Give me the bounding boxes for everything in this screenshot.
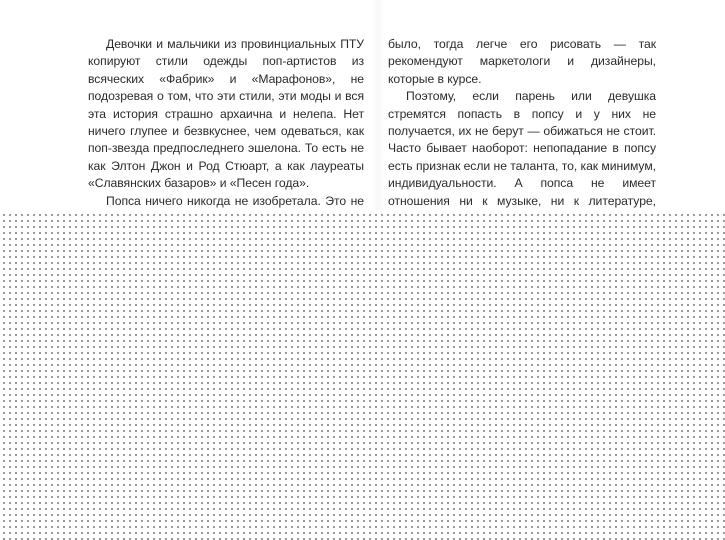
right-paragraph-2: Поэтому, если парень или девушка стремятся попасть в попсу и у них не получается, их не берут — обижаться не стоит. Часто бывает наоборот: непопадание в попсу есть признак если не таланта, то, как минимум, индивидуальности. А попса не имеет отношения ни к музыке, ни к литературе, — [388, 89, 656, 208]
dot-pattern-overlay — [0, 210, 725, 540]
right-paragraph-1: было, тогда легче его рисовать — так рекомендуют маркетологи и дизайнеры, которые в курсе. — [388, 37, 656, 86]
left-paragraph-2: Попса ничего никогда не изобретала. Это не — [106, 193, 364, 208]
left-paragraph-1: Девочки и мальчики из провинциальных ПТУ копируют стили одежды поп-артистов из всяческих «Фабрик» и «Марафонов», не подозревая о том, что эти стили, эти моды и вся эта история страшно архаична и нелепа. Нет ничего глупее и безвкуснее, чем одеваться, как поп-звезда предпоследнего эшелона. То есть не как Элтон Джон и Род Стюарт, а как лауреаты «Славянских базаров» и «Песен года». — [88, 37, 364, 191]
